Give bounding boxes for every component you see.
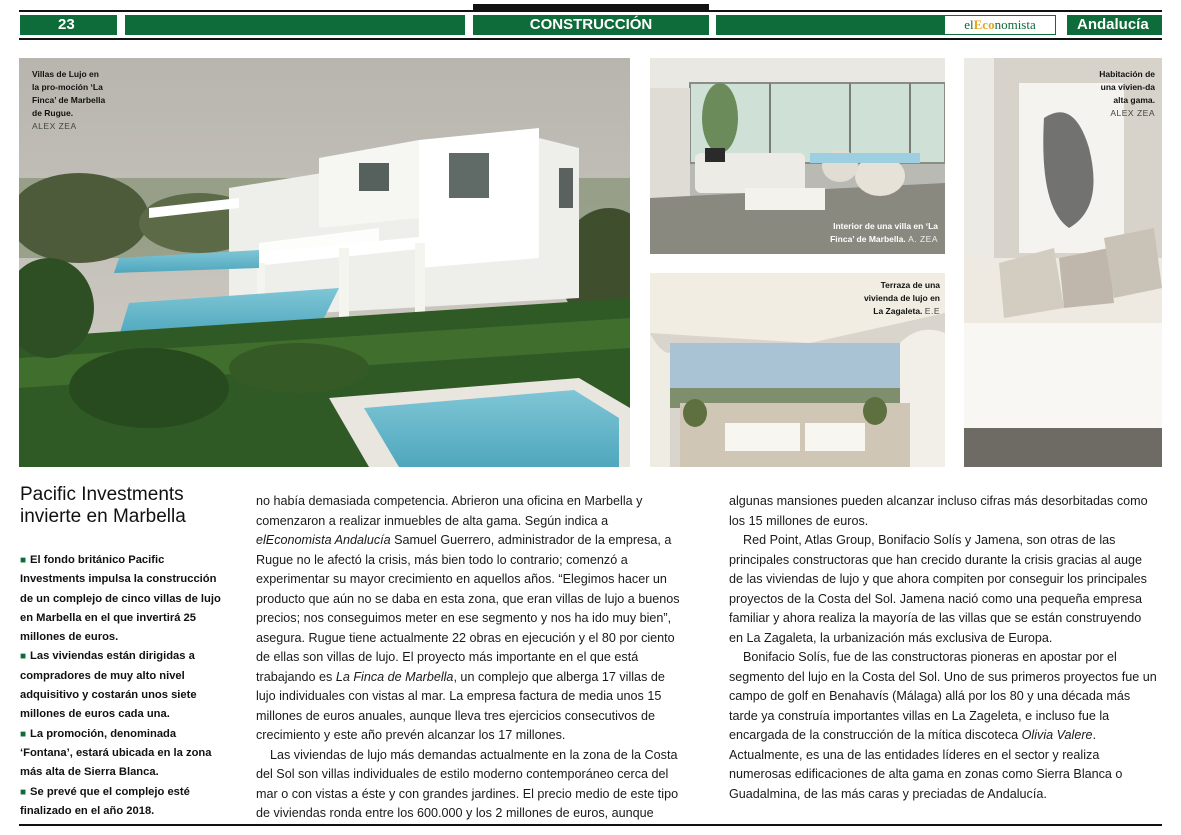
terrace-caption: Terraza de una vivienda de lujo en La Zagaleta. E.E: [863, 280, 940, 316]
footer-rule: [19, 824, 1162, 826]
villas-credit: ALEX ZEA: [32, 121, 77, 131]
villas-caption: Villas de Lujo en la pro-moción ‘La Finca’ de Marbella de Rugue. ALEX ZEA: [32, 69, 106, 131]
terrace-credit: E.E: [924, 306, 940, 316]
region-label: Andalucía: [1077, 16, 1149, 33]
interior-credit: A. ZEA: [908, 234, 938, 244]
header-bar-left: [125, 15, 465, 35]
region-box: [1067, 15, 1162, 35]
bedroom-credit: ALEX ZEA: [1110, 108, 1155, 118]
bullet-item: ■ El fondo británico Pacific Investments impulsa la construcción de un complejo de cinco villas de lujo en Marbella en el que invertirá 25 millones de euros.: [20, 554, 221, 644]
article-column-3: [729, 492, 1157, 804]
page-number-box: [20, 15, 117, 35]
section-title: CONSTRUCCIÓN: [529, 16, 653, 33]
villas-photo: [19, 58, 630, 467]
bedroom-caption: Habitación de una vivien-da alta gama. ALEX ZEA: [1099, 69, 1155, 118]
header-top-rule: [19, 10, 1162, 12]
el-economista-logo: elEconomista: [944, 15, 1056, 35]
col2-paragraph-1: no había demasiada competencia. Abrieron una oficina en Marbella y comenzaron a realizar inmuebles de alta gama. Según indica a elEconomista Andalucía Samuel Guerrero, administrador de la empresa, a Rugue no le afectó la crisis, más bien todo lo contrario; comenzó a experimentar su mayor crecimiento en aquellos años. “Elegimos hacer un producto que aún no se daba en esta zona, que eran villas de lujo a buenos precios; nos conseguimos meter en ese segmento y nos ha ido muy bien”, asegura. Rugue tiene actualmente 22 obras en ejecución y el 80 por ciento de ellas son villas de lujo. El proyecto más importante en el que está trabajando es La Finca de Marbella, un complejo que alberga 17 villas de lujo individuales con vistas al mar. La empresa factura de media unos 15 millones de euros anuales, aunque lleva tres ejercicios consecutivos de crecimiento y este año prevén alcanzar los 17 millones.: [256, 494, 680, 742]
article-column-2: [256, 492, 684, 824]
col3-paragraph-3: Bonifacio Solís, fue de las constructoras pioneras en apostar por el segmento del lujo en la Costa del Sol. Uno de sus primeros proyectos fue un campo de golf en Benahavís (Málaga) allá por los 80 y una década más tarde ya construía importantes villas en La Zageleta, e incluso fue la encargada de la construcción de la mítica discoteca Olivia Valere. Actualmente, es una de las entidades líderes en el sector y realiza numerosas edificaciones de alta gama en zonas como Sierra Blanca o Guadalmina, de las más caras y preciadas de Andalucía.: [729, 650, 1157, 801]
col3-paragraph-1: algunas mansiones pueden alcanzar incluso cifras más desorbitadas como los 15 millones de euros.: [729, 494, 1148, 528]
summary-bullets: [20, 551, 232, 821]
col3-paragraph-2: Red Point, Atlas Group, Bonifacio Solís y Jamena, son otras de las principales constructoras que han crecido durante la crisis gracias al auge de las viviendas de lujo y que ahora compiten por conseguir los principales proyectos de la Costa del Sol. Jamena nació como una pequeña empresa familiar y ahora realiza la mayoría de las villas que se están construyendo en La Zagaleta, la urbanización más exclusiva de Europa.: [729, 533, 1147, 645]
page-number: 23: [58, 16, 75, 33]
col2-paragraph-2: Las viviendas de lujo más demandas actualmente en la zona de la Costa del Sol son villas individuales de estilo moderno contemporáneo cerca del mar o con vistas a éste y con grandes jardines. El precio medio de este tipo de viviendas ronda entre los 600.000 y los 2 millones de euros, aunque: [256, 747, 679, 820]
bullet-item: ■ La promoción, denominada ‘Fontana’, estará ubicada en la zona más alta de Sierra Blanca.: [20, 727, 212, 779]
interior-caption: Interior de una villa en ‘La Finca’ de Marbella. A. ZEA: [830, 221, 938, 244]
bullet-item: ■ Las viviendas están dirigidas a compradores de muy alto nivel adquisitivo y costarán unos siete millones de euros cada una.: [20, 650, 197, 721]
bullet-item: ■ Se prevé que el complejo esté finalizado en el año 2018.: [20, 785, 190, 817]
section-box: [473, 15, 709, 35]
header-center-tab: [473, 4, 709, 10]
header-bottom-rule: [19, 38, 1162, 40]
article-headline: Pacific Investments invierte en Marbella: [20, 484, 186, 527]
